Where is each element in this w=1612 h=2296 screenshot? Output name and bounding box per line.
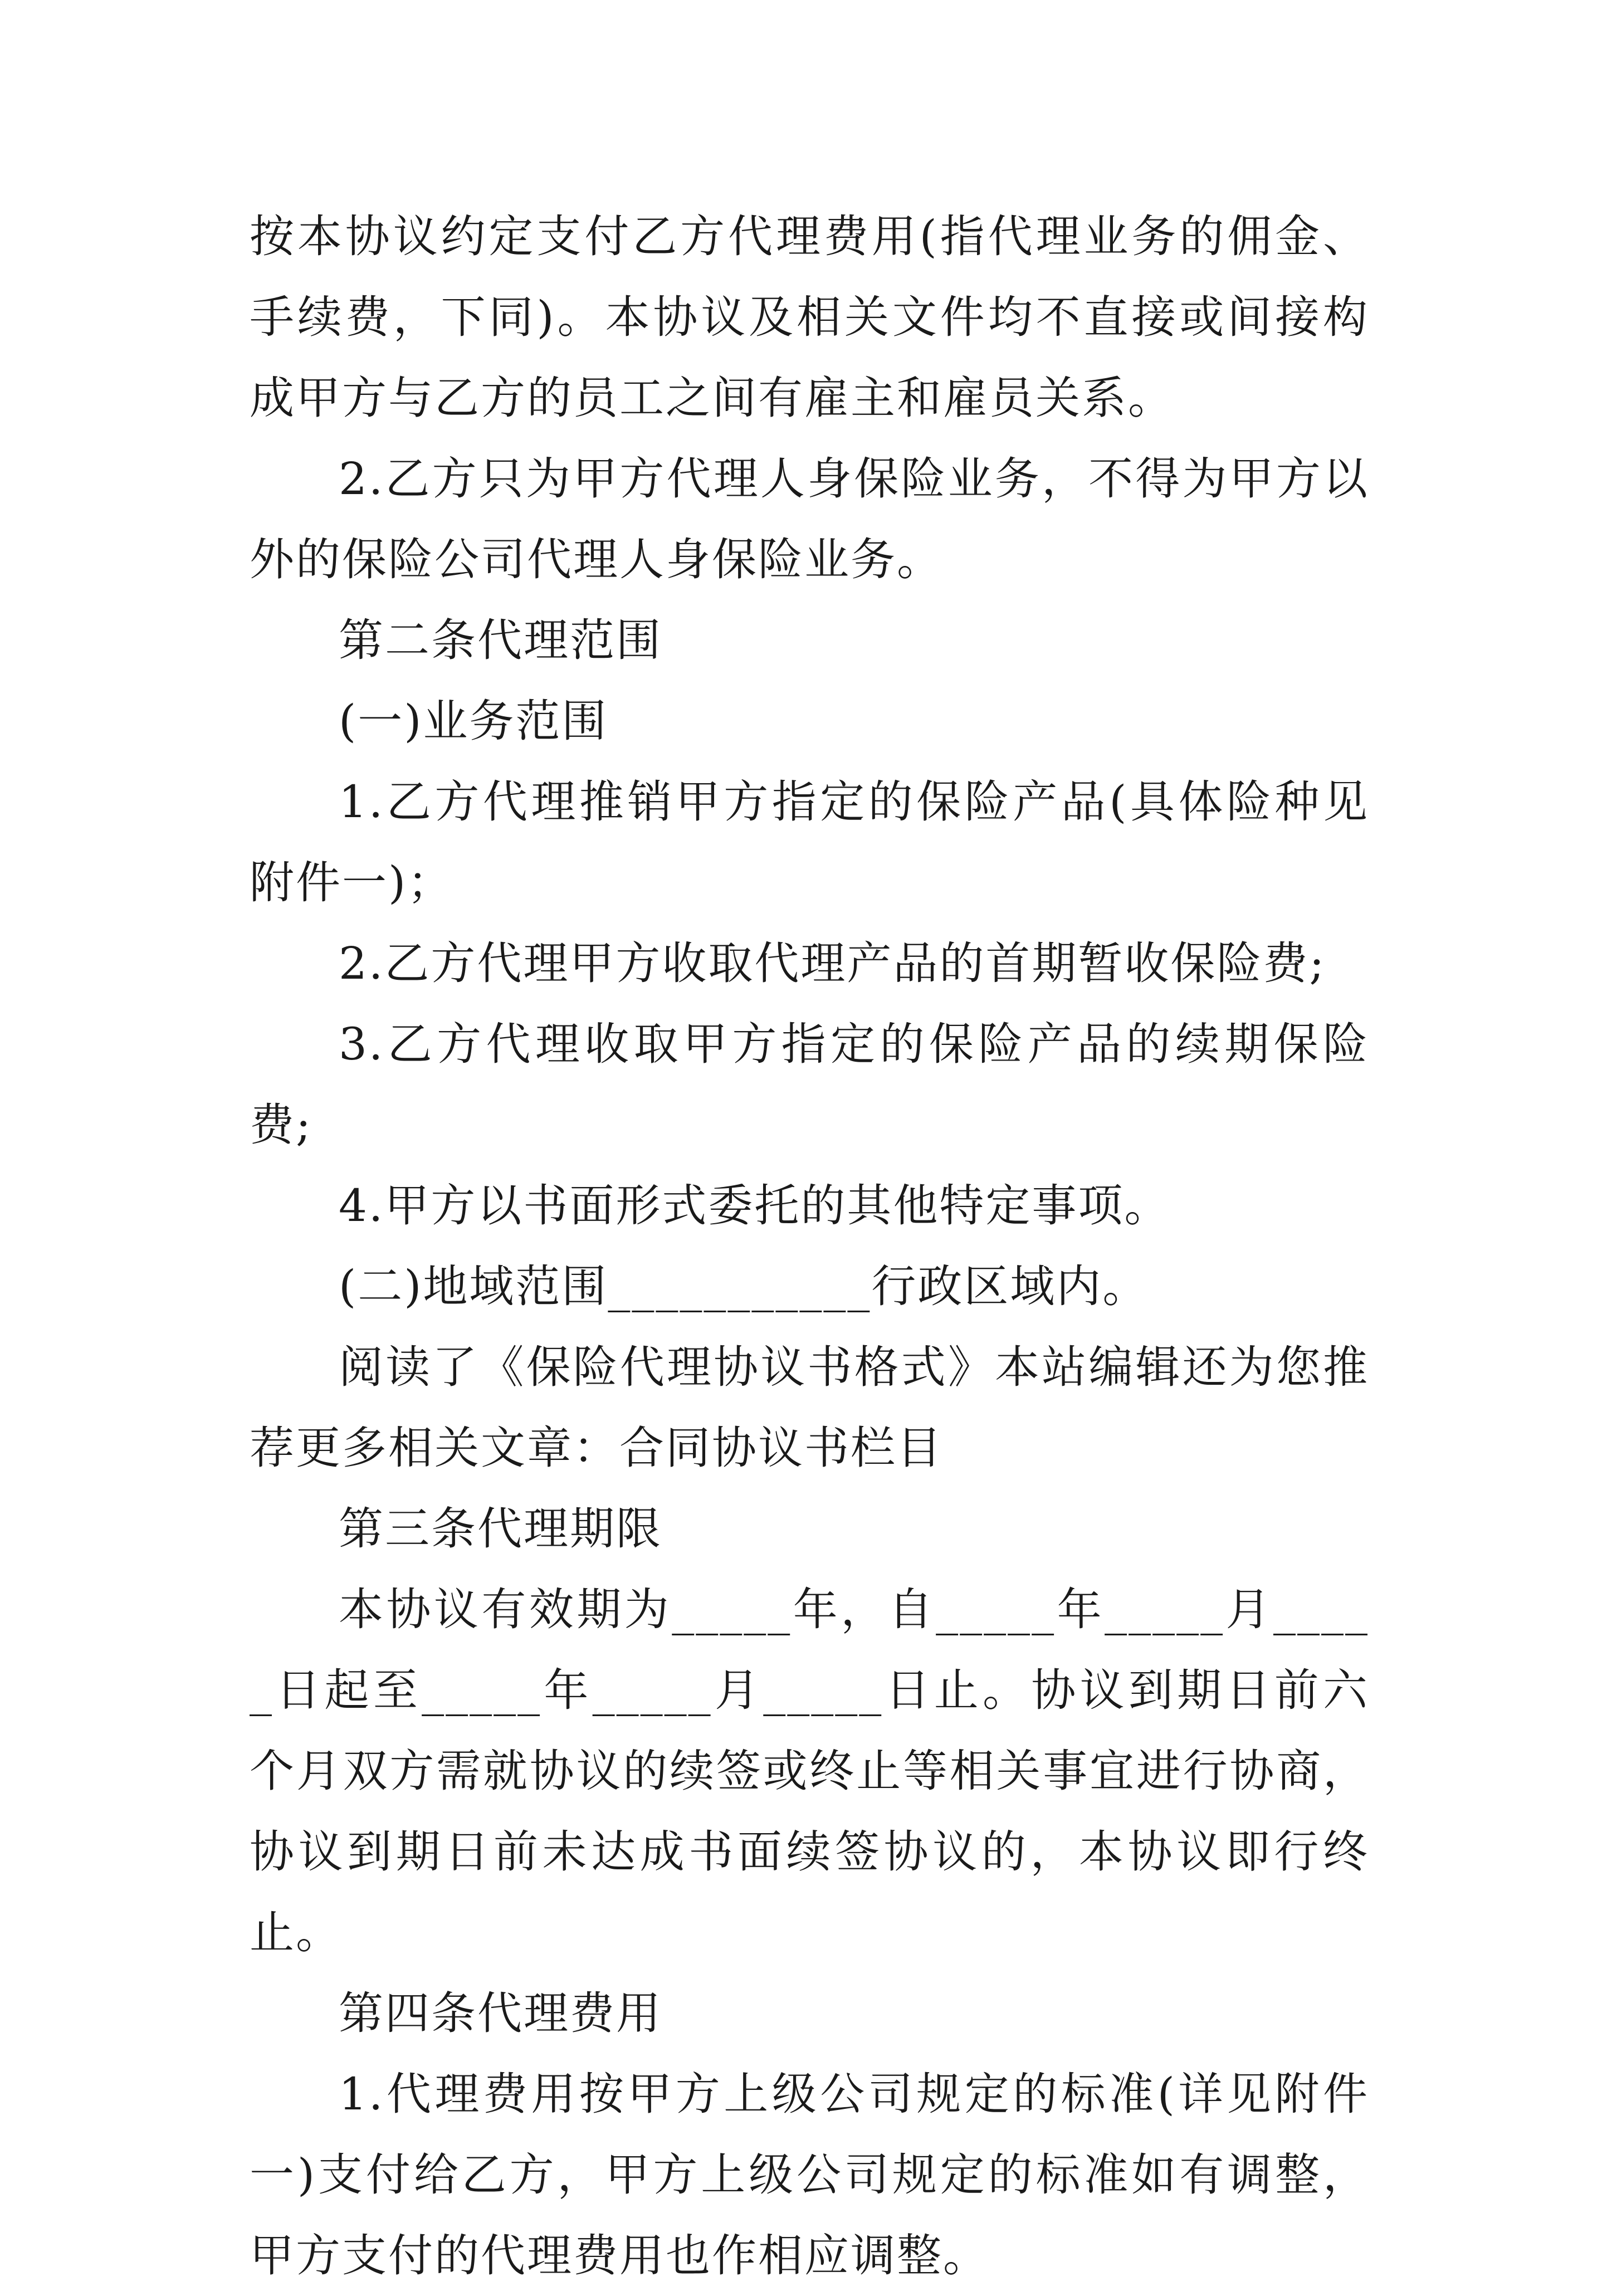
list-item-scope-3: 3.乙方代理收取甲方指定的保险产品的续期保险费; — [250, 1018, 1369, 1151]
paragraph-recommendation: 阅读了《保险代理协议书格式》本站编辑还为您推荐更多相关文章：合同协议书栏目 — [250, 1341, 1369, 1474]
document-body — [250, 196, 1369, 2296]
heading-article-2: 第二条代理范围 — [339, 614, 662, 666]
heading-article-3: 第三条代理期限 — [339, 1503, 662, 1555]
heading-geographic-scope: (二)地域范围___________行政区域内。 — [339, 1261, 1149, 1312]
list-item-scope-1: 1.乙方代理推销甲方指定的保险产品(具体险种见附件一)； — [250, 776, 1369, 908]
list-item-scope-2: 2.乙方代理甲方收取代理产品的首期暂收保险费; — [339, 937, 1326, 989]
paragraph-term: 本协议有效期为_____年，自_____年_____月_____日起至_____年_____月_____日止。协议到期日前六个月双方需就协议的续签或终止等相关事宜进行协商，协议到期日前未达成书面续签协议的，本协议即行终止。 — [250, 1584, 1369, 1958]
paragraph-fee-definition: 按本协议约定支付乙方代理费用(指代理业务的佣金、手续费，下同)。本协议及相关文件均不直接或间接构成甲方与乙方的员工之间有雇主和雇员关系。 — [250, 211, 1369, 424]
heading-article-4: 第四条代理费用 — [339, 1987, 662, 2039]
list-item-scope-4: 4.甲方以书面形式委托的其他特定事项。 — [339, 1180, 1171, 1232]
paragraph-exclusive-agency: 2.乙方只为甲方代理人身保险业务，不得为甲方以外的保险公司代理人身保险业务。 — [250, 453, 1369, 585]
paragraph-fee-standard: 1.代理费用按甲方上级公司规定的标准(详见附件一)支付给乙方，甲方上级公司规定的标准如有调整，甲方支付的代理费用也作相应调整。 — [250, 2068, 1369, 2282]
heading-business-scope: (一)业务范围 — [339, 695, 608, 747]
